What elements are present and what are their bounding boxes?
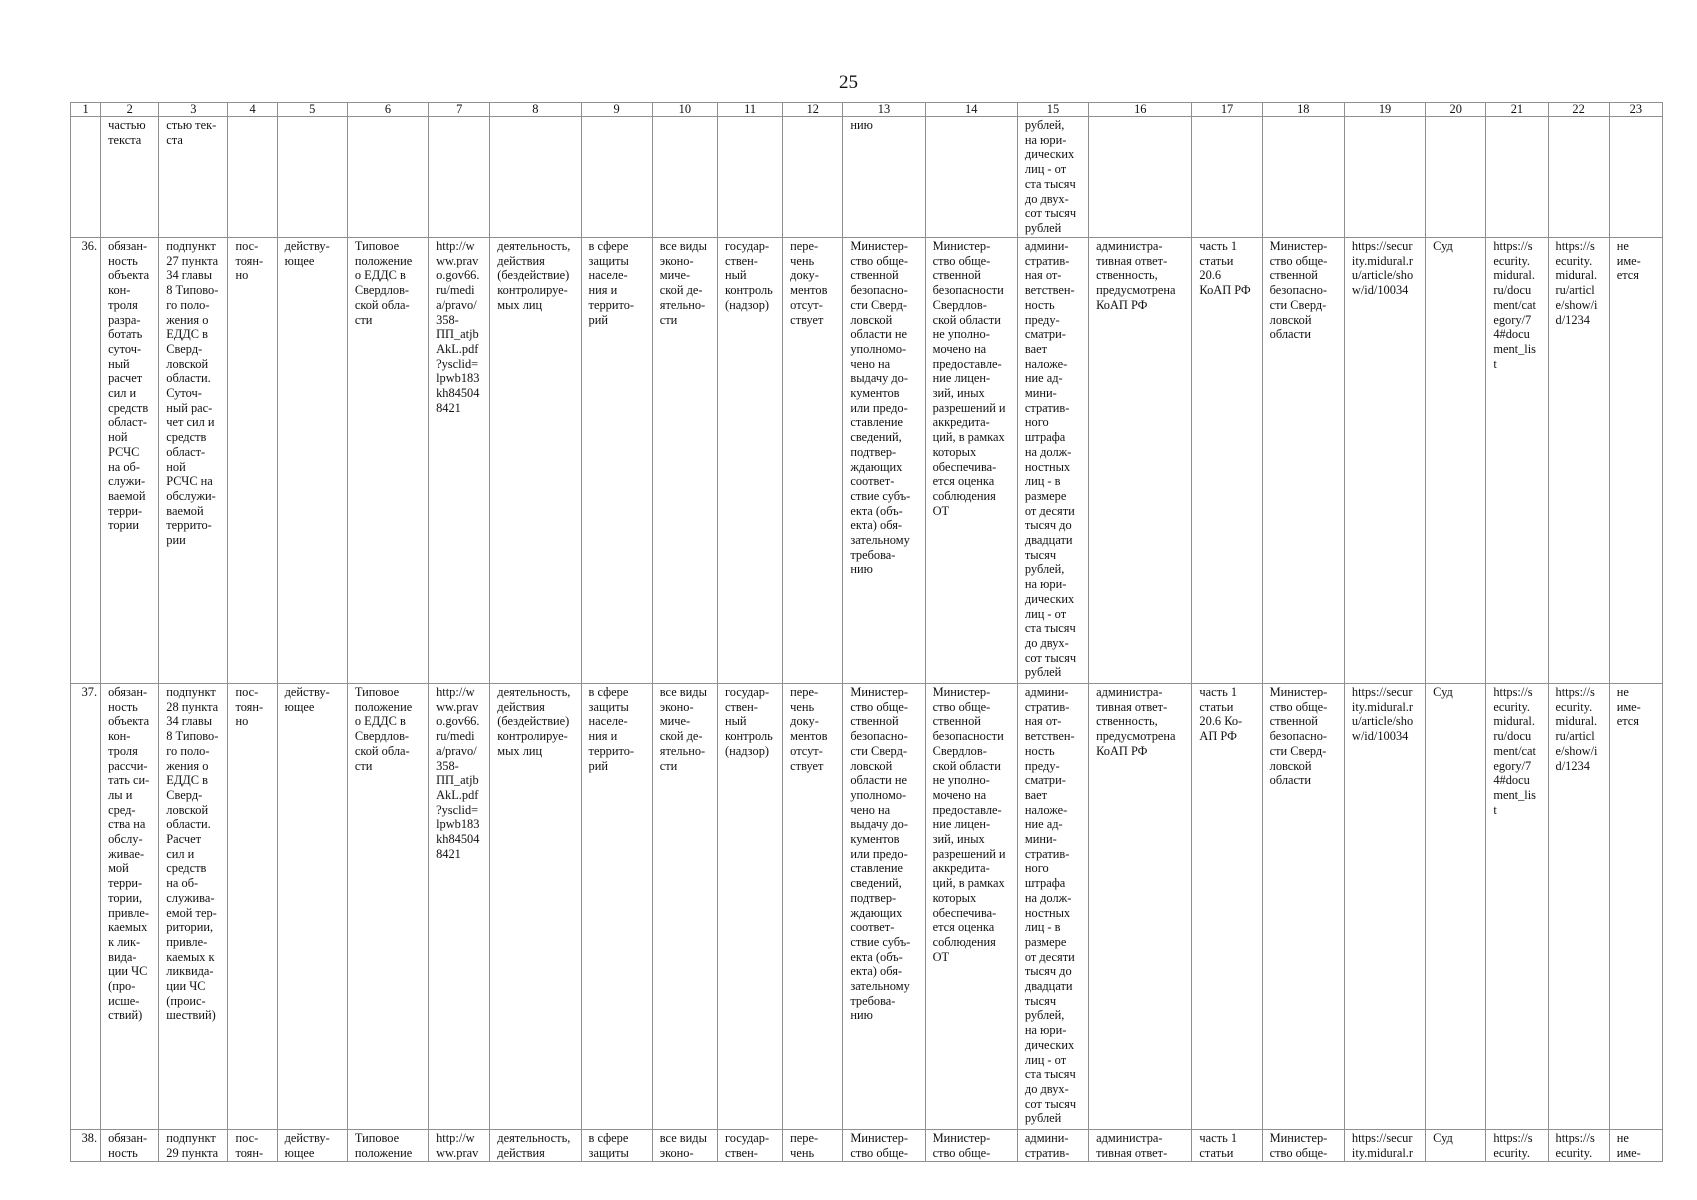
table-cell: в сфере защиты населе- ния и террито- рий <box>581 684 652 1130</box>
column-number-header: 17 <box>1192 103 1262 117</box>
table-cell: https://s ecurity. midural. ru/docu ment/cat egory/7 4#docu ment_lis t <box>1486 684 1548 1130</box>
table-cell <box>783 117 843 238</box>
table-cell: https://s ecurity. midural. ru/docu ment/cat egory/7 4#docu ment_lis t <box>1486 238 1548 684</box>
column-number-header: 7 <box>429 103 490 117</box>
table-cell: пос- тоян- но <box>228 238 277 684</box>
table-header <box>71 103 1663 117</box>
table-cell: частью текста <box>101 117 159 238</box>
column-number-header: 2 <box>101 103 159 117</box>
table-cell: Типовое положение о ЕДДС в Свердлов- ской обла- сти <box>347 238 428 684</box>
table-cell: пере- чень <box>783 1130 843 1162</box>
table-cell: Министер- ство обще- ственной безопасно- сти Сверд- ловской области <box>1262 238 1344 684</box>
table-cell: https://secur ity.midural.r u/article/sho w/id/10034 <box>1344 684 1425 1130</box>
table-cell <box>717 117 782 238</box>
table-cell: подпункт 29 пункта <box>159 1130 228 1162</box>
column-number-header: 21 <box>1486 103 1548 117</box>
table-cell: https://s ecurity. <box>1548 1130 1609 1162</box>
table-cell <box>1192 117 1262 238</box>
table-cell: https://secur ity.midural.r <box>1344 1130 1425 1162</box>
column-number-header: 18 <box>1262 103 1344 117</box>
table-row <box>71 117 1663 238</box>
table-cell <box>652 117 717 238</box>
table-body <box>71 117 1663 1162</box>
table-cell: Министер- ство обще- ственной безопасности Свердлов- ской области не уполно- мочено на предоставле- ние лицен- зий, иных разрешений и аккредита- ций, в рамках которых обеспечива- ется оценка соблюдения ОТ <box>925 684 1017 1130</box>
table-cell: http://w ww.prav o.gov66. ru/medi a/pravo/ 358- ПП_atjb AkL.pdf ?ysclid= lpwb183 kh84504 8421 <box>429 238 490 684</box>
table-cell: обязан- ность объекта кон- троля разра- ботать суточ- ный расчет сил и средств област- ной РСЧС на об- служи- ваемой терри- тории <box>101 238 159 684</box>
table-cell: Министер- ство обще- ственной безопасности Свердлов- ской области не уполно- мочено на предоставле- ние лицен- зий, иных разрешений и аккредита- ций, в рамках которых обеспечива- ется оценка соблюдения ОТ <box>925 238 1017 684</box>
column-number-header: 1 <box>71 103 101 117</box>
table-cell: часть 1 статьи 20.6 КоАП РФ <box>1192 238 1262 684</box>
table-cell: подпункт 27 пункта 34 главы 8 Типово- го поло- жения о ЕДДС в Сверд- ловской области. Суточ- ный рас- чет сил и средств област- ной РСЧС на обслужи- ваемой террито- рии <box>159 238 228 684</box>
table-cell <box>1548 117 1609 238</box>
table-cell: действу- ющее <box>277 238 347 684</box>
row-number-cell: 38. <box>71 1130 101 1162</box>
table-cell: админи- стратив- ная от- ветствен- ность преду- сматри- вает наложе- ние ад- мини- стратив- ного штрафа на долж- ностных лиц - в размере от десяти тысяч до двадцати тысяч рублей, на юри- дических лиц - от ста тысяч до двух- сот тысяч рублей <box>1017 238 1088 684</box>
table-cell <box>1262 117 1344 238</box>
table-cell: деятельность, действия (бездействие) контролируе- мых лиц <box>490 238 581 684</box>
table-cell <box>925 117 1017 238</box>
table-cell: рублей, на юри- дических лиц - от ста тысяч до двух- сот тысяч рублей <box>1017 117 1088 238</box>
table-cell: пос- тоян- <box>228 1130 277 1162</box>
table-cell: пере- чень доку- ментов отсут- ствует <box>783 684 843 1130</box>
table-cell <box>1609 117 1662 238</box>
table-cell: действу- ющее <box>277 1130 347 1162</box>
table-cell: Министер- ство обще- ственной безопасно- сти Сверд- ловской области <box>1262 684 1344 1130</box>
table-cell: обязан- ность <box>101 1130 159 1162</box>
table-cell: https://s ecurity. midural. ru/articl e/show/i d/1234 <box>1548 238 1609 684</box>
table-cell: все виды эконо- миче- ской де- ятельно- сти <box>652 684 717 1130</box>
page-number: 25 <box>839 72 858 93</box>
table-cell: стью тек- ста <box>159 117 228 238</box>
table-cell: Суд <box>1426 1130 1486 1162</box>
table-cell: пос- тоян- но <box>228 684 277 1130</box>
table-cell: администра- тивная ответ- ственность, предусмотрена КоАП РФ <box>1089 238 1192 684</box>
table-cell <box>429 117 490 238</box>
table-cell: подпункт 28 пункта 34 главы 8 Типово- го поло- жения о ЕДДС в Сверд- ловской области. Расчет сил и средств на об- служива- емой тер- ритории, привле- каемых к ликвида- ции ЧС (проис- шествий) <box>159 684 228 1130</box>
table-row <box>71 1130 1663 1162</box>
table-cell <box>1344 117 1425 238</box>
column-number-header: 19 <box>1344 103 1425 117</box>
table-cell <box>1089 117 1192 238</box>
row-number-cell: 36. <box>71 238 101 684</box>
column-number-header: 16 <box>1089 103 1192 117</box>
table-cell: все виды эконо- <box>652 1130 717 1162</box>
table-cell: администра- тивная ответ- ственность, предусмотрена КоАП РФ <box>1089 684 1192 1130</box>
table-cell <box>1426 117 1486 238</box>
document-table <box>70 102 1663 1162</box>
table-cell: часть 1 статьи 20.6 Ко- АП РФ <box>1192 684 1262 1130</box>
table-cell: не име- ется <box>1609 238 1662 684</box>
column-number-header: 5 <box>277 103 347 117</box>
table-cell: все виды эконо- миче- ской де- ятельно- сти <box>652 238 717 684</box>
table-cell: Министер- ство обще- ственной безопасно- сти Сверд- ловской области не уполномо- чено на выдачу до- кументов или предо- ставление сведений, подтвер- ждающих соответ- ствие субъ- екта (объ- екта) обя- зательному требова- нию <box>843 238 925 684</box>
table-cell: Министер- ство обще- <box>1262 1130 1344 1162</box>
table-cell: обязан- ность объекта кон- троля рассчи- тать си- лы и сред- ства на обслу- живае- мой терри- тории, привле- каемых к лик- вида- ции ЧС (про- исше- ствий) <box>101 684 159 1130</box>
column-number-header: 4 <box>228 103 277 117</box>
column-number-header: 9 <box>581 103 652 117</box>
table-row <box>71 684 1663 1130</box>
table-cell: Министер- ство обще- <box>843 1130 925 1162</box>
table-cell: деятельность, действия <box>490 1130 581 1162</box>
row-number-cell: 37. <box>71 684 101 1130</box>
table-cell <box>347 117 428 238</box>
table-cell: http://w ww.prav <box>429 1130 490 1162</box>
column-number-header: 11 <box>717 103 782 117</box>
column-number-header: 3 <box>159 103 228 117</box>
column-number-header: 22 <box>1548 103 1609 117</box>
table-cell <box>277 117 347 238</box>
table-cell: нию <box>843 117 925 238</box>
table-cell <box>228 117 277 238</box>
table-cell: часть 1 статьи <box>1192 1130 1262 1162</box>
table-cell: Министер- ство обще- <box>925 1130 1017 1162</box>
table-cell: в сфере защиты населе- ния и террито- рий <box>581 238 652 684</box>
column-number-header: 20 <box>1426 103 1486 117</box>
table-cell: не име- <box>1609 1130 1662 1162</box>
table-cell: не име- ется <box>1609 684 1662 1130</box>
column-number-header: 10 <box>652 103 717 117</box>
column-number-header: 15 <box>1017 103 1088 117</box>
column-number-header: 6 <box>347 103 428 117</box>
table-cell: Министер- ство обще- ственной безопасно- сти Сверд- ловской области не уполномо- чено на выдачу до- кументов или предо- ставление сведений, подтвер- ждающих соответ- ствие субъ- екта (объ- екта) обя- зательному требова- нию <box>843 684 925 1130</box>
table-cell <box>581 117 652 238</box>
column-number-header: 14 <box>925 103 1017 117</box>
table-cell <box>1486 117 1548 238</box>
row-number-cell <box>71 117 101 238</box>
table-cell: деятельность, действия (бездействие) контролируе- мых лиц <box>490 684 581 1130</box>
table-cell: админи- стратив- <box>1017 1130 1088 1162</box>
table-cell: пере- чень доку- ментов отсут- ствует <box>783 238 843 684</box>
table-cell: https://s ecurity. <box>1486 1130 1548 1162</box>
column-number-header: 8 <box>490 103 581 117</box>
table-cell <box>490 117 581 238</box>
table-cell: государ- ствен- <box>717 1130 782 1162</box>
table-cell: государ- ствен- ный контроль (надзор) <box>717 238 782 684</box>
table-cell: Типовое положение о ЕДДС в Свердлов- ской обла- сти <box>347 684 428 1130</box>
table-cell: Суд <box>1426 238 1486 684</box>
table-cell: администра- тивная ответ- <box>1089 1130 1192 1162</box>
table-cell: https://secur ity.midural.r u/article/sho w/id/10034 <box>1344 238 1425 684</box>
table-cell: https://s ecurity. midural. ru/articl e/show/i d/1234 <box>1548 684 1609 1130</box>
table-cell: Суд <box>1426 684 1486 1130</box>
table-cell: государ- ствен- ный контроль (надзор) <box>717 684 782 1130</box>
table-cell: http://w ww.prav o.gov66. ru/medi a/pravo/ 358- ПП_atjb AkL.pdf ?ysclid= lpwb183 kh84504 8421 <box>429 684 490 1130</box>
table-row <box>71 238 1663 684</box>
table-cell: в сфере защиты <box>581 1130 652 1162</box>
column-number-header: 23 <box>1609 103 1662 117</box>
table-cell: админи- стратив- ная от- ветствен- ность преду- сматри- вает наложе- ние ад- мини- стратив- ного штрафа на долж- ностных лиц - в размере от десяти тысяч до двадцати тысяч рублей, на юри- дических лиц - от ста тысяч до двух- сот тысяч рублей <box>1017 684 1088 1130</box>
table-cell: Типовое положение <box>347 1130 428 1162</box>
column-number-header: 12 <box>783 103 843 117</box>
column-number-header: 13 <box>843 103 925 117</box>
column-number-row <box>71 103 1663 117</box>
table-cell: действу- ющее <box>277 684 347 1130</box>
